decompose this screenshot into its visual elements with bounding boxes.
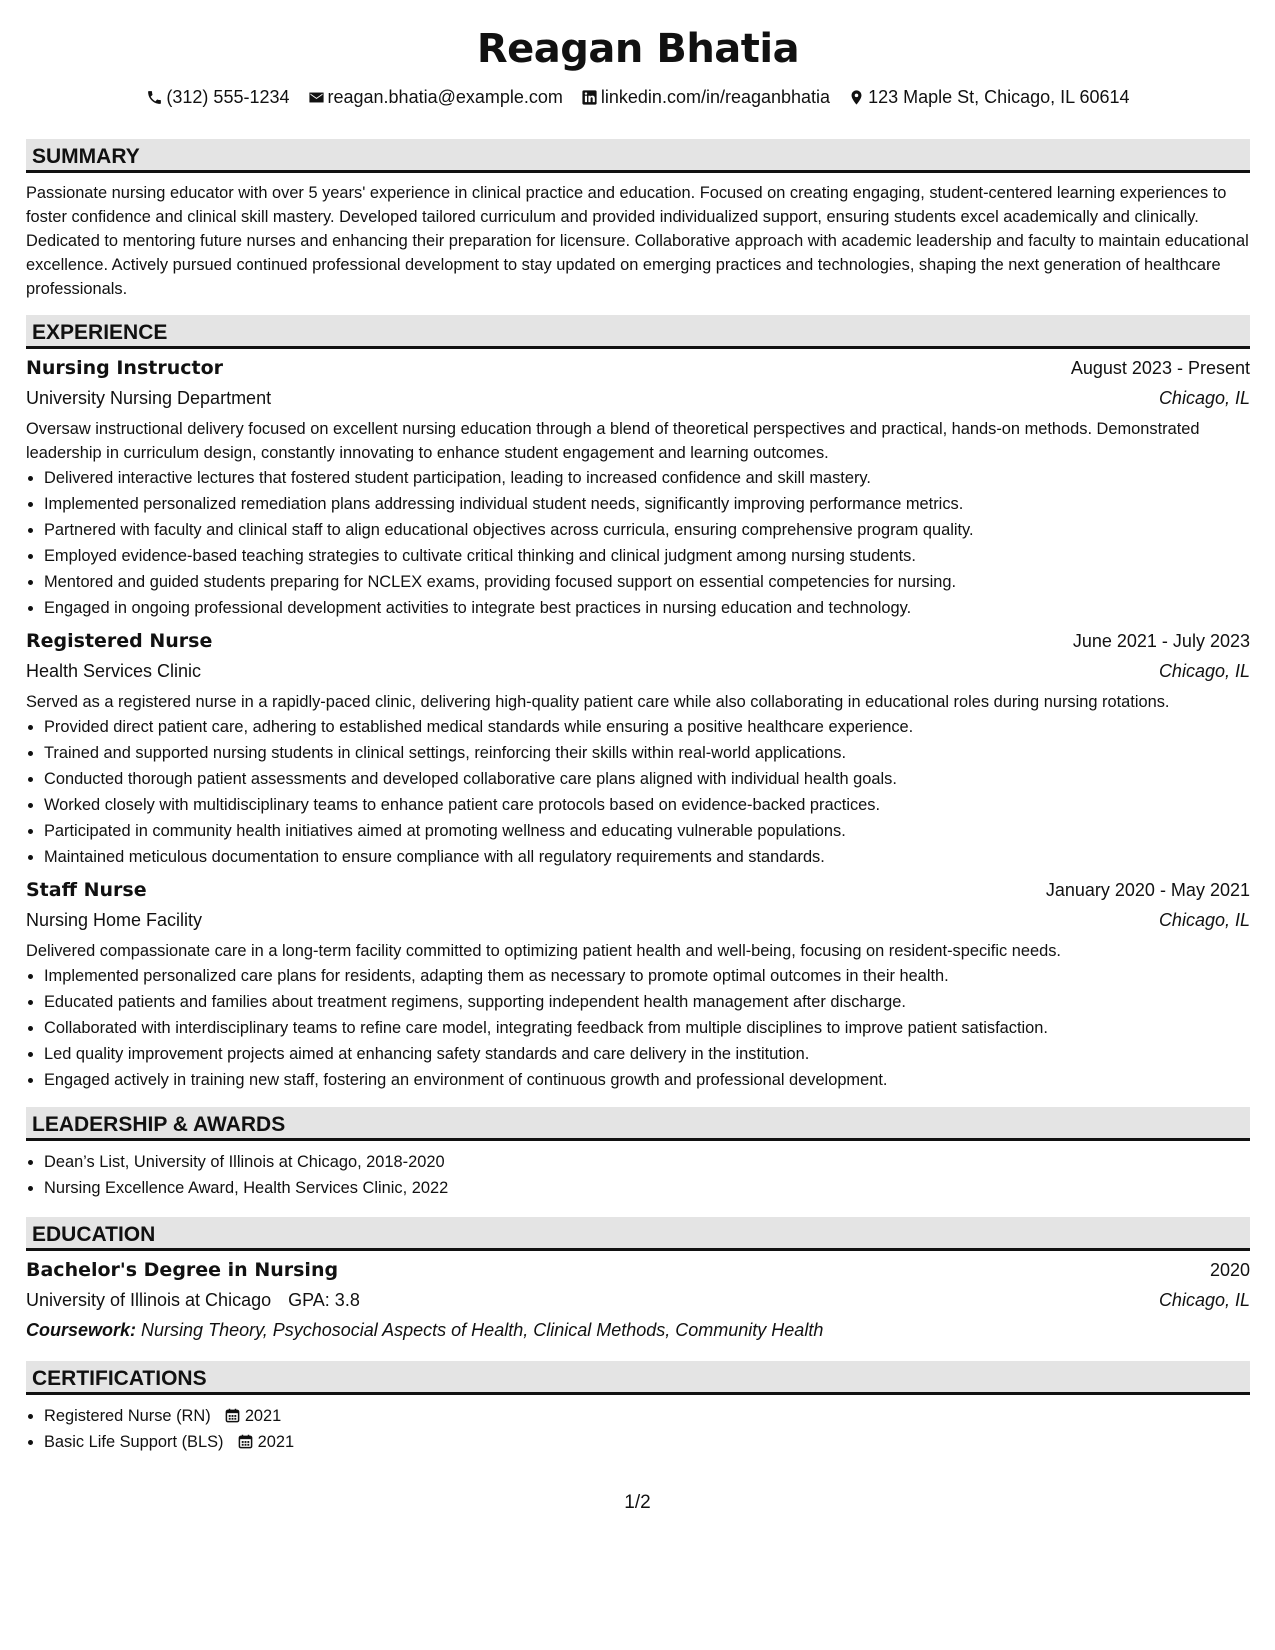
education-title: EDUCATION (32, 1223, 156, 1246)
job-dates: June 2021 - July 2023 (1072, 631, 1250, 651)
summary-heading (26, 139, 1250, 173)
calendar-icon (225, 1408, 240, 1423)
list-item: • Implemented personalized remediation plans addressing individual student needs, significantly improving performance metrics. (44, 491, 1250, 517)
coursework-label: Coursework: (26, 1320, 137, 1340)
school-line (26, 1285, 360, 1315)
job-bullets (26, 465, 1250, 621)
list-item: • Worked closely with multidisciplinary teams to enhance patient care protocols based on evidence-backed practices. (44, 792, 1250, 818)
certification-name: Basic Life Support (BLS) (44, 1433, 224, 1451)
education-heading (26, 1217, 1250, 1251)
certification-year: 2021 (244, 1407, 282, 1425)
job-organization: University Nursing Department (26, 388, 272, 408)
contact-email[interactable] (308, 86, 563, 108)
list-item: • Nursing Excellence Award, Health Services Clinic, 2022 (44, 1175, 1250, 1201)
list-item: • Dean’s List, University of Illinois at Chicago, 2018-2020 (44, 1149, 1250, 1175)
contact-phone (146, 86, 289, 108)
list-item: • Engaged actively in training new staff, fostering an environment of continuous growth and professional development. (44, 1067, 1250, 1093)
candidate-name: Reagan Bhatia (476, 26, 800, 72)
list-item: • Provided direct patient care, adhering to established medical standards while ensuring a positive healthcare experience. (44, 714, 1250, 740)
list-item: • Conducted thorough patient assessments and developed collaborative care plans aligned with individual health goals. (44, 766, 1250, 792)
job-description: Served as a registered nurse in a rapidly-paced clinic, delivering high-quality patient care while also collaborating in educational roles during nursing rotations. (26, 693, 1170, 711)
job-title: Nursing Instructor (26, 357, 224, 379)
job-entry (26, 875, 1250, 1093)
job-title: Registered Nurse (26, 630, 213, 652)
contact-bar (26, 86, 1250, 108)
phone-icon (146, 89, 163, 106)
certifications-list (26, 1403, 1250, 1455)
list-item: • Participated in community health initiatives aimed at promoting wellness and educating vulnerable populations. (44, 818, 1250, 844)
school-name: University of Illinois at Chicago (26, 1290, 272, 1310)
graduation-year: 2020 (1209, 1260, 1250, 1280)
certifications-heading (26, 1361, 1250, 1395)
list-item: • Employed evidence-based teaching strategies to cultivate critical thinking and clinical judgment among nursing students. (44, 543, 1250, 569)
list-item: • Implemented personalized care plans for residents, adapting them as necessary to promote optimal outcomes in their health. (44, 963, 1250, 989)
list-item: • Maintained meticulous documentation to ensure compliance with all regulatory requirements and standards. (44, 844, 1250, 870)
resume-page (26, 0, 1250, 1455)
school-location: Chicago, IL (1158, 1290, 1250, 1310)
list-item: • Partnered with faculty and clinical staff to align educational objectives across curricula, ensuring comprehensive program quality. (44, 517, 1250, 543)
job-dates: January 2020 - May 2021 (1045, 880, 1250, 900)
page-number: 1/2 (624, 1492, 651, 1513)
coursework-line (26, 1315, 1250, 1345)
certification-name: Registered Nurse (RN) (44, 1407, 211, 1425)
job-entry (26, 353, 1250, 621)
address-text: 123 Maple St, Chicago, IL 60614 (868, 87, 1130, 107)
certification-year: 2021 (257, 1433, 295, 1451)
email-text[interactable]: reagan.bhatia@example.com (327, 87, 563, 107)
degree-title: Bachelor's Degree in Nursing (26, 1259, 339, 1281)
job-location: Chicago, IL (1158, 910, 1250, 930)
list-item: • Collaborated with interdisciplinary teams to refine care model, integrating feedback from multiple disciplines to improve patient satisfaction. (44, 1015, 1250, 1041)
job-bullets (26, 714, 1250, 870)
list-item: • Mentored and guided students preparing for NCLEX exams, providing focused support on essential competencies for nursing. (44, 569, 1250, 595)
job-organization: Nursing Home Facility (26, 910, 203, 930)
summary-text: Passionate nursing educator with over 5 years' experience in clinical practice and education. Focused on creating engaging, student-centered learning experiences to foster confidence and clinical skill mastery. Developed tailored curriculum and provided individualized support, ensuring students excel academically and clinically. Dedicated to mentoring future nurses and enhancing their preparation for licensure. Collaborative approach with academic leadership and faculty to maintain educational excellence. Actively pursued continued professional development to stay updated on emerging practices and technologies, shaping the next generation of healthcare professionals. (26, 184, 1249, 298)
calendar-icon (238, 1434, 253, 1449)
job-description: Oversaw instructional delivery focused on excellent nursing education through a blend of theoretical perspectives and practical, hands-on methods. Demonstrated leadership in curriculum design, constantly innovating to enhance student engagement and learning outcomes. (26, 420, 1200, 462)
job-entry (26, 626, 1250, 870)
contact-linkedin[interactable] (581, 86, 830, 108)
list-item: • Engaged in ongoing professional development activities to integrate best practices in nursing education and technology. (44, 595, 1250, 621)
list-item (44, 1403, 1250, 1429)
phone-text: (312) 555-1234 (166, 87, 290, 107)
map-marker-icon (848, 89, 865, 106)
experience-heading (26, 315, 1250, 349)
awards-list (26, 1149, 1250, 1201)
envelope-icon (308, 89, 325, 106)
certifications-title: CERTIFICATIONS (32, 1367, 207, 1390)
list-item: • Educated patients and families about treatment regimens, supporting independent health management after discharge. (44, 989, 1250, 1015)
coursework-text: Nursing Theory, Psychosocial Aspects of Health, Clinical Methods, Community Health (141, 1320, 824, 1340)
job-bullets (26, 963, 1250, 1093)
education-entry (26, 1255, 1250, 1345)
linkedin-icon (581, 89, 598, 106)
awards-title: LEADERSHIP & AWARDS (32, 1113, 286, 1136)
job-dates: August 2023 - Present (1070, 358, 1250, 378)
list-item: • Trained and supported nursing students in clinical settings, reinforcing their skills within real-world applications. (44, 740, 1250, 766)
list-item: • Led quality improvement projects aimed at enhancing safety standards and care delivery in the institution. (44, 1041, 1250, 1067)
job-location: Chicago, IL (1158, 661, 1250, 681)
job-description: Delivered compassionate care in a long-term facility committed to optimizing patient health and well-being, focusing on resident-specific needs. (26, 942, 1061, 960)
experience-title: EXPERIENCE (32, 321, 168, 344)
job-organization: Health Services Clinic (26, 661, 202, 681)
contact-address (848, 86, 1130, 108)
job-title: Staff Nurse (26, 879, 147, 901)
awards-heading (26, 1107, 1250, 1141)
job-location: Chicago, IL (1158, 388, 1250, 408)
summary-title: SUMMARY (32, 145, 140, 168)
linkedin-text[interactable]: linkedin.com/in/reaganbhatia (600, 87, 831, 107)
list-item: • Delivered interactive lectures that fostered student participation, leading to increased confidence and skill mastery. (44, 465, 1250, 491)
list-item (44, 1429, 1250, 1455)
gpa: GPA: 3.8 (288, 1290, 360, 1310)
